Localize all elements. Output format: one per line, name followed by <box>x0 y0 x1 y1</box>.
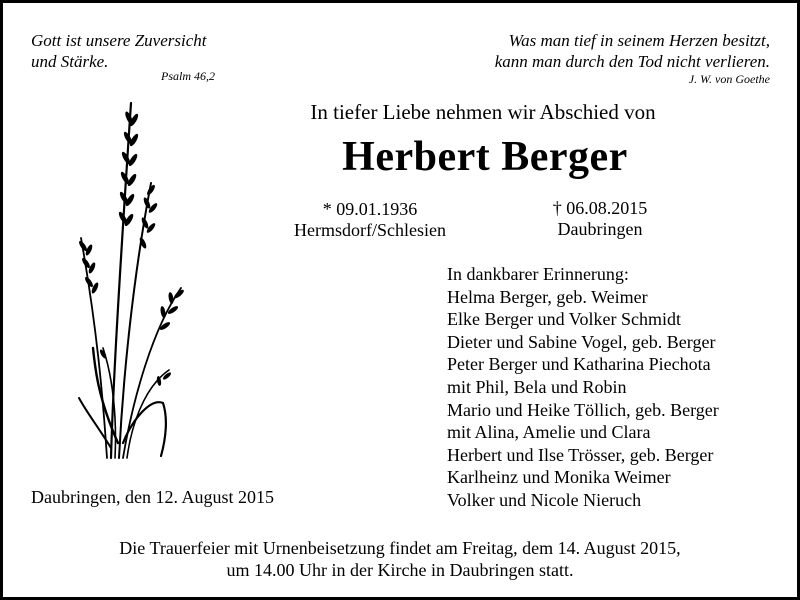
mourners-intro: In dankbarer Erinnerung: <box>447 264 629 284</box>
birth-place: Hermsdorf/Schlesien <box>294 220 446 240</box>
list-item: Mario und Heike Töllich, geb. Berger <box>447 399 719 420</box>
quote-line: Gott ist unsere Zuversicht <box>31 31 207 50</box>
quote-line: und Stärke. <box>31 52 109 71</box>
list-item: Peter Berger und Katharina Piechota <box>447 354 711 375</box>
service-line: um 14.00 Uhr in der Kirche in Daubringen statt. <box>226 560 574 580</box>
service-line: Die Trauerfeier mit Urnenbeisetzung findet am Freitag, dem 14. August 2015, <box>119 538 681 558</box>
goethe-quote <box>440 30 770 86</box>
farewell-heading: In tiefer Liebe nehmen wir Abschied von <box>310 100 656 124</box>
list-item: Elke Berger und Volker Schmidt <box>447 309 681 330</box>
list-item: Karlheinz und Monika Weimer <box>447 467 671 488</box>
death-date: † 06.08.2015 <box>552 198 648 218</box>
grass-stalks-icon <box>73 98 203 473</box>
list-item: Herbert und Ilse Trösser, geb. Berger <box>447 444 714 465</box>
list-item: Dieter und Sabine Vogel, geb. Berger <box>447 331 716 352</box>
list-item: mit Phil, Bela und Robin <box>447 376 627 397</box>
birth-date: * 09.01.1936 <box>322 199 418 219</box>
death-block <box>505 198 695 240</box>
quote-line: Was man tief in seinem Herzen besitzt, <box>508 31 770 50</box>
quote-source: J. W. von Goethe <box>688 72 770 86</box>
list-item: mit Alina, Amelie und Clara <box>447 422 651 443</box>
quote-line: kann man durch den Tod nicht verlieren. <box>494 52 770 71</box>
birth-block <box>265 199 475 241</box>
place-date: Daubringen, den 12. August 2015 <box>31 487 274 507</box>
quote-source: Psalm 46,2 <box>161 69 215 83</box>
list-item: Helma Berger, geb. Weimer <box>447 286 648 307</box>
deceased-name: Herbert Berger <box>342 134 628 180</box>
mourners-list <box>447 263 719 512</box>
list-item: Volker und Nicole Nieruch <box>447 489 642 510</box>
death-place: Daubringen <box>557 219 643 239</box>
service-announcement <box>3 537 797 581</box>
psalm-quote <box>31 30 241 83</box>
